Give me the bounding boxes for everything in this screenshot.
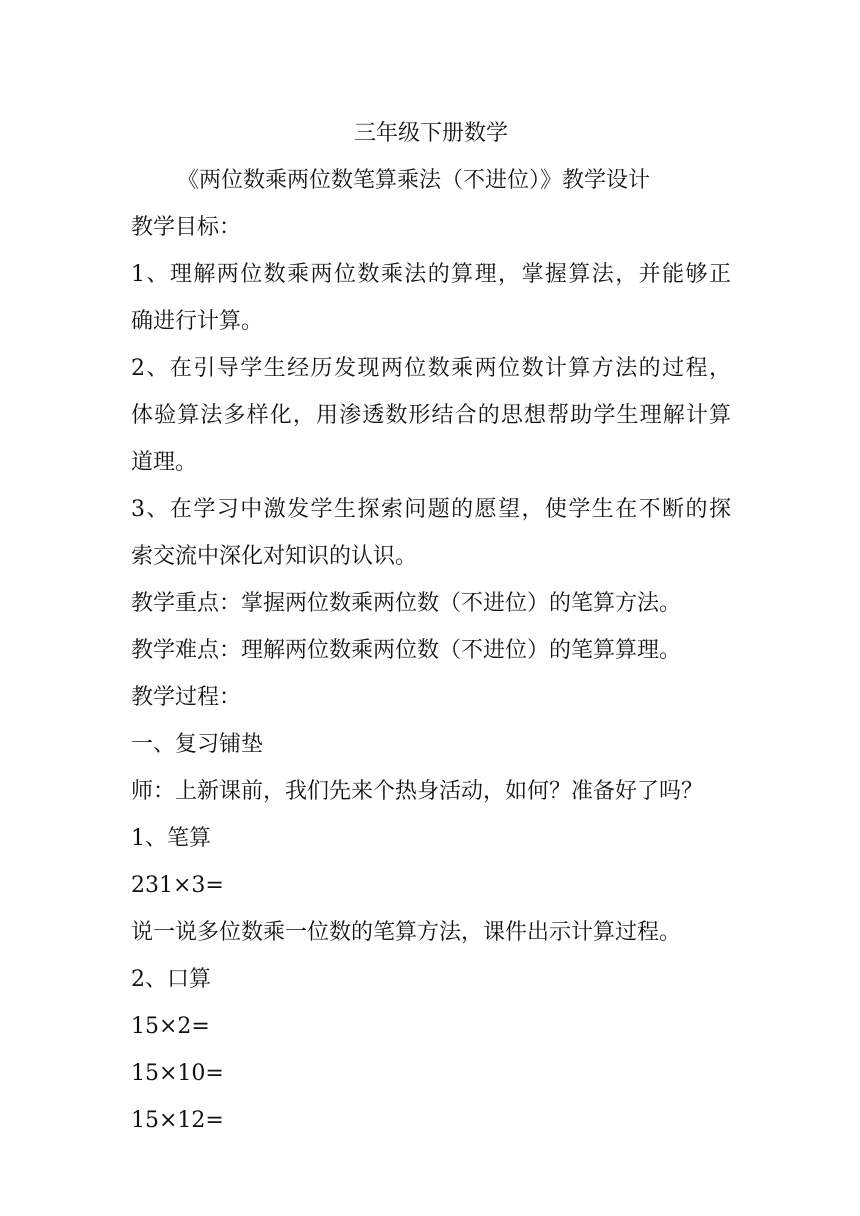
teaching-key-point: 教学重点：掌握两位数乘两位数（不进位）的笔算方法。 (131, 591, 682, 616)
oral-calc-problem-2: 15×10= (131, 1061, 224, 1086)
objective-1-line-1: 1、理解两位数乘两位数乘法的算理，掌握算法，并能够正 (131, 262, 731, 287)
oral-calc-problem-1: 15×2= (131, 1014, 210, 1039)
written-calc-instruction: 说一说多位数乘一位数的笔算方法，课件出示计算过程。 (131, 920, 682, 945)
teaching-objectives-heading: 教学目标： (131, 215, 242, 240)
oral-calc-heading: 2、口算 (131, 967, 211, 992)
teaching-difficulty: 教学难点：理解两位数乘两位数（不进位）的笔算算理。 (131, 638, 682, 663)
objective-1-line-2: 确进行计算。 (131, 309, 264, 334)
written-calc-heading: 1、笔算 (131, 826, 211, 851)
objective-3-line-1: 3、在学习中激发学生探索问题的愿望，使学生在不断的探 (131, 497, 731, 522)
review-section-heading: 一、复习铺垫 (131, 732, 264, 757)
document-body (131, 110, 731, 1144)
document-subtitle: 《两位数乘两位数笔算乘法（不进位）》教学设计 (177, 168, 651, 193)
objective-2-line-2: 体验算法多样化，用渗透数形结合的思想帮助学生理解计算 (131, 403, 731, 428)
written-calc-problem: 231×3= (131, 873, 224, 898)
objective-2-line-1: 2、在引导学生经历发现两位数乘两位数计算方法的过程， (131, 356, 731, 381)
document-title: 三年级下册数学 (353, 121, 508, 146)
objective-2-line-3: 道理。 (131, 450, 198, 475)
teaching-process-heading: 教学过程： (131, 685, 242, 710)
objective-3-line-2: 索交流中深化对知识的认识。 (131, 544, 418, 569)
teacher-prompt: 师：上新课前，我们先来个热身活动，如何？准备好了吗？ (131, 779, 704, 804)
oral-calc-problem-3: 15×12= (131, 1108, 224, 1133)
